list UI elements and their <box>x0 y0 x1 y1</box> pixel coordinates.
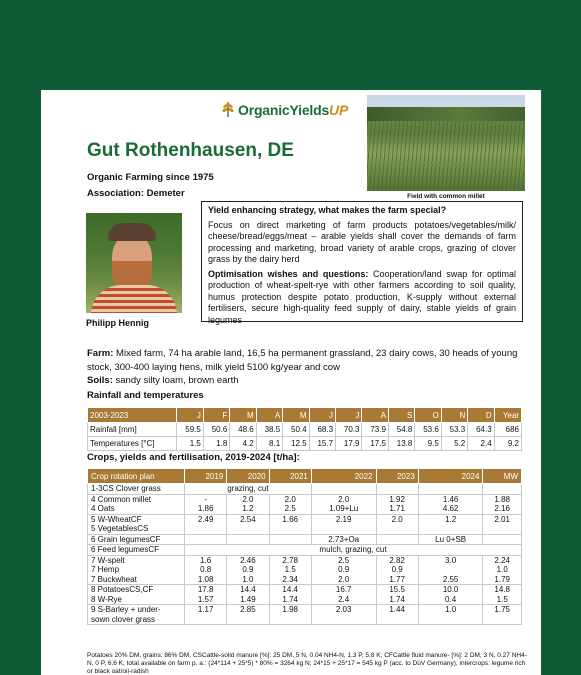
strategy-text: Focus on direct marketing of farm products potatoes/vegetables/milk/ cheese/bread/eggs/meat – arable yields shall cover the demands of farm processing and marketing, broad variety of arable crops, grazing of clover grass by the dairy herd <box>208 219 516 264</box>
fact-sheet <box>41 90 541 675</box>
strategy-heading: Yield enhancing strategy, what makes the farm special? <box>208 205 447 215</box>
sprout-icon <box>221 102 235 118</box>
table-row: 6 Grain legumesCF 2.73+Oa Lu 0+SB <box>88 534 522 545</box>
soils: Soils: sandy silty loam, brown earth <box>87 375 239 386</box>
organicyieldsup-logo <box>221 102 348 118</box>
field-photo <box>367 95 525 191</box>
association: Association: Demeter <box>87 188 185 199</box>
strategy-box <box>201 201 523 325</box>
table-row: 9 S-Barley + under- sown clover grass 1.17 2.85 1.98 2.03 1.44 1.0 1.75 <box>88 605 522 625</box>
table-row: 6 Feed legumesCF mulch, grazing, cut <box>88 545 522 556</box>
crop-rotation-table <box>87 468 522 625</box>
rain-heading: Rainfall and temperatures <box>87 390 204 401</box>
organic-since: Organic Farming since 1975 <box>87 172 214 183</box>
table-header-row: Crop rotation plan 2019 2020 2021 2022 2023 2024 MW <box>88 469 522 484</box>
table-header-row: 2003-2023 J F M A M J J A S O N D Year <box>88 408 522 423</box>
farmer-portrait <box>86 213 182 313</box>
table-row: 8 PotatoesCS,CF 8 W-Rye 17.8 1.57 14.4 1.49 14.4 1.74 16.7 2.4 15.5 1.74 10.0 0.4 14.8 1.5 <box>88 585 522 605</box>
farmer-name: Philipp Hennig <box>86 318 149 328</box>
farm-description: Farm: Mixed farm, 74 ha arable land, 16,5 ha permanent grassland, 23 dairy cows, 30 heads of young stock, 300-400 laying hens, milk yield 5100 kg/year and cow <box>87 348 518 373</box>
footnote: Potatoes 20% DM, grains: 86% DM, CSCattle-solid manure [%]: 25 DM, 5 N, 0.04 NH4-N, 1.3 P, 5.8 K; CFCattle fluid manure- [%]: 2 DM, 3 N, 0.27 NH4-N, 0 P, 6.6 K, total available on farm p. a.: (24*114 + 25*5) * 80% = 3264 kg N; 24*15 + 25*17 = 545 kg P (acc. to DüV Germany), intercrops: legume rich or black oat/oil-radish <box>87 652 527 675</box>
table-row: Rainfall [mm] 59.5 50.6 48.6 38.5 50.4 68.3 70.3 73.9 54.8 53.6 53.3 64.3 686 <box>88 423 522 437</box>
crops-heading: Crops, yields and fertilisation, 2019-2024 [t/ha]: <box>87 452 300 463</box>
logo-wordmark: OrganicYieldsUP <box>238 102 349 118</box>
farm-title: Gut Rothenhausen, DE <box>87 140 294 161</box>
table-row: 7 W-spelt 7 Hemp 7 Buckwheat 1.6 0.8 1.08 2.46 0.9 1.0 2.78 1.5 2.34 2.5 0.9 2.0 2.82 0.9 1.77 3.0 2.55 2.24 1.0 1.79 <box>88 555 522 585</box>
table-row: Temperatures [°C] 1.5 1.8 4.2 8.1 12.5 15.7 17.9 17.5 13.8 9.5 5.2 2.4 9.2 <box>88 437 522 451</box>
table-row: 4 Common millet 4 Oats - 1.86 2.0 1.2 2.0 2.5 2.0 1.09+Lu 1.92 1.71 1.46 4.62 1.88 2.16 <box>88 494 522 514</box>
rainfall-temperature-table <box>87 407 522 451</box>
wishes-paragraph: Optimisation wishes and questions: Cooperation/land swap for optimal production of wheat-spelt-rye with other farmers according to soil quality, humus protection despite potato production, K-supply without external fertilisers, secure high-quality feed supply of dairy, stable yields of grain legumes <box>208 268 516 325</box>
photo-caption: Field with common millet <box>407 193 485 200</box>
table-row: 5 W-WheatCF 5 VegetablesCS 2.49 2.54 1.66 2.19 2.0 1.2 2.01 <box>88 514 522 534</box>
table-row: 1-3CS Clover grass grazing, cut <box>88 484 522 495</box>
